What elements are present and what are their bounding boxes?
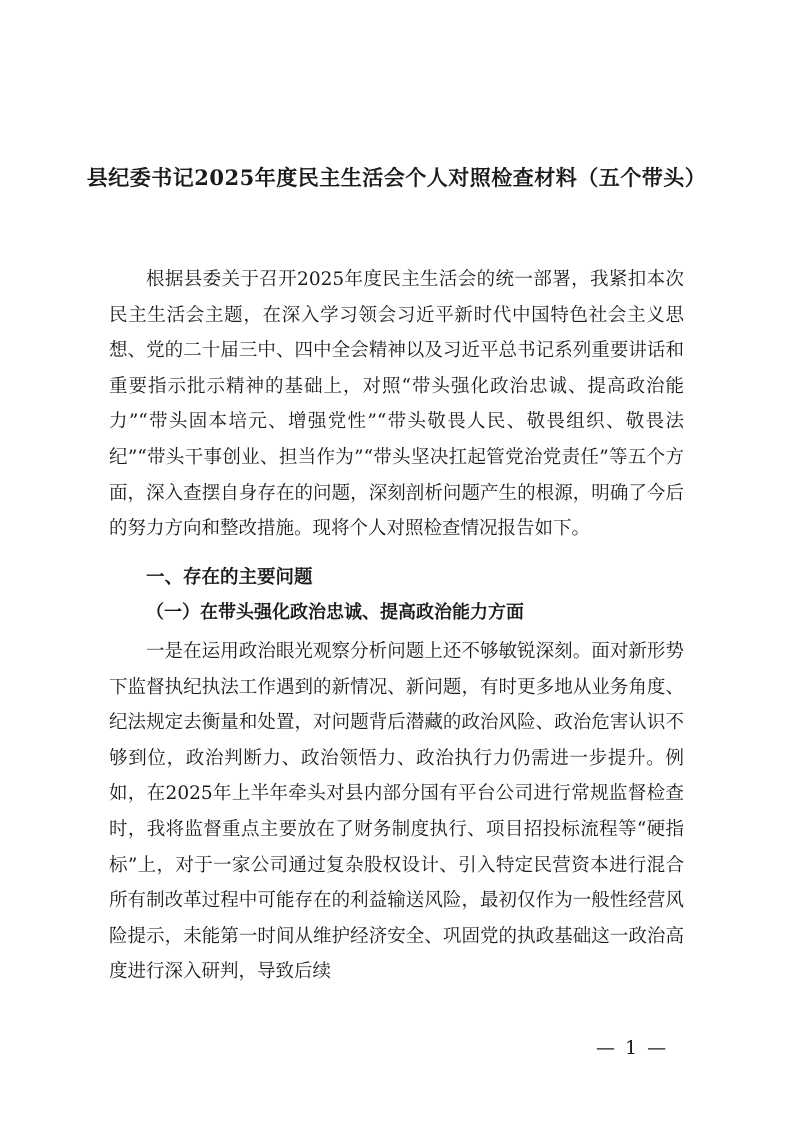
section-heading: 一、存在的主要问题 (146, 567, 313, 588)
problem-paragraph: 一是在运用政治眼光观察分析问题上还不够敏锐深刻。面对新形势下监督执纪执法工作遇到的新情况、新问题，有时更多地从业务角度、纪法规定去衡量和处置，对问题背后潜藏的政治风险、政治危害认识不够到位，政治判断力、政治领悟力、政治执行力仍需进一步提升。例如，在2025年上半年牵头对县内部分国有平台公司进行常规监督检查时，我将监督重点主要放在了财务制度执行、项目招投标流程等“硬指标”上，对于一家公司通过复杂股权设计、引入特定民营资本进行混合所有制改革过程中可能存在的利益输送风险，最初仅作为一般性经营风险提示，未能第一时间从维护经济安全、巩固党的执政基础这一政治高度进行深入研判，导致后续 (109, 641, 684, 983)
intro-paragraph: 根据县委关于召开2025年度民主生活会的统一部署，我紧扣本次民主生活会主题，在深入学习领会习近平新时代中国特色社会主义思想、党的二十届三中、四中全会精神以及习近平总书记系列重要讲话和重要指示批示精神的基础上，对照“带头强化政治忠诚、提高政治能力”“带头固本培元、增强党性”“带头敬畏人民、敬畏组织、敬畏法纪”“带头干事创业、担当作为”“带头坚决扛起管党治党责任”等五个方面，深入查摆自身存在的问题，深刻剖析问题产生的根源，明确了今后的努力方向和整改措施。现将个人对照检查情况报告如下。 (109, 269, 684, 540)
subsection-heading: （一）在带头强化政治忠诚、提高政治能力方面 (146, 602, 524, 623)
page-number: — 1 — (596, 1037, 669, 1059)
page-title: 县纪委书记2025年度民主生活会个人对照检查材料（五个带头） (86, 165, 707, 190)
